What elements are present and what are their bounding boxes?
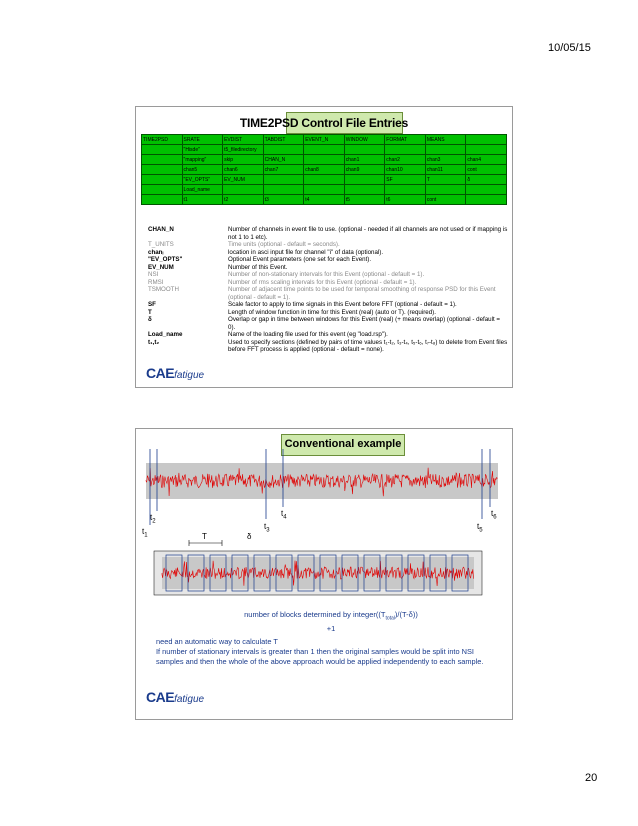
label-t4: $t_4$: [281, 509, 287, 521]
table-cell: FORMAT: [385, 135, 426, 145]
caefatigue-logo: [146, 689, 204, 707]
blocks-formula: number of blocks determined by $integer((T_{total})/(T-\delta))$ +1: [244, 610, 418, 633]
table-cell: skip: [223, 155, 264, 165]
definition-desc: Overlap or gap in time between windows for this Event (real) (+ means overlap) (optional - default = 0).: [228, 316, 501, 331]
table-cell: [344, 185, 385, 195]
notes: [156, 637, 496, 667]
table-cell: chan1: [344, 155, 385, 165]
definition-row: [148, 256, 508, 264]
table-cell: [304, 185, 345, 195]
table-cell: TABDIST: [263, 135, 304, 145]
definition-desc: Length of window function in time for this Event (real) (auto or T). (required).: [228, 308, 436, 316]
table-cell: chan11: [425, 165, 466, 175]
table-row: [142, 165, 507, 175]
table-row: [142, 185, 507, 195]
table-cell: CHAN_N: [263, 155, 304, 165]
table-cell: "mapping": [182, 155, 223, 165]
table-cell: [304, 155, 345, 165]
definition-desc: Number of rms scaling intervals for this Event (optional - default = 1).: [228, 278, 417, 286]
table-row: [142, 155, 507, 165]
definition-row: [148, 339, 508, 354]
table-cell: t5: [344, 195, 385, 205]
logo-fatigue: fatigue: [174, 694, 205, 705]
definition-desc: Name of the loading file used for this event (eg "load.rsp").: [228, 331, 388, 338]
definition-term: chanᵢ: [148, 248, 164, 256]
table-cell: t1: [182, 195, 223, 205]
table-row: [142, 195, 507, 205]
definition-row: [148, 301, 508, 309]
table-row: [142, 135, 507, 145]
table-cell: MEANS: [425, 135, 466, 145]
definition-row: [148, 309, 508, 317]
table-cell: [466, 145, 507, 155]
definition-term: NSI: [148, 271, 159, 278]
table-cell: [385, 145, 426, 155]
definition-desc: Used to specify sections (defined by pairs of time values t₁-t₂, t₃-t₄, t₅-t₆, t₇-t₈) to delete from Event files before FFT process is applied (optional - default = none).: [228, 338, 508, 353]
definition-term: SF: [148, 301, 156, 308]
page-number: 20: [585, 772, 598, 784]
table-cell: chan8: [304, 165, 345, 175]
table-cell: EVDIST: [223, 135, 264, 145]
table-cell: t3: [263, 195, 304, 205]
definition-row: [148, 264, 508, 272]
slide-title: Conventional example: [284, 438, 402, 450]
table-cell: EVENT_N: [304, 135, 345, 145]
label-t2: $t_2$: [150, 513, 156, 525]
table-cell: chan4: [466, 155, 507, 165]
table-cell: SRATE: [182, 135, 223, 145]
table-cell: "Hisde": [182, 145, 223, 155]
definition-row: [148, 226, 508, 241]
table-cell: chan5: [182, 165, 223, 175]
table-cell: [344, 175, 385, 185]
logo-cae: CAE: [146, 365, 175, 381]
grey-band-top: [146, 463, 498, 499]
table-cell: [142, 165, 183, 175]
note-1: need an automatic way to calculate T: [156, 637, 278, 646]
table-cell: t2: [223, 195, 264, 205]
definition-row: [148, 271, 508, 279]
definition-desc: location in asci input file for channel "i" of data (optional).: [228, 248, 384, 256]
control-file-table: [141, 134, 507, 205]
table-cell: chan9: [344, 165, 385, 175]
table-cell: "EV_OPTS": [182, 175, 223, 185]
slide-title: TIME2PSD Control File Entries: [239, 116, 409, 130]
definition-term: "EV_OPTS": [148, 256, 183, 263]
table-cell: [263, 145, 304, 155]
table-cell: [385, 185, 426, 195]
definition-desc: Scale factor to apply to time signals in this Event before FFT (optional - default = 1).: [228, 301, 457, 308]
definition-term: Load_name: [148, 331, 183, 338]
table-cell: chan6: [223, 165, 264, 175]
table-cell: [142, 145, 183, 155]
definition-desc: Number of this Event.: [228, 263, 288, 271]
table-cell: [466, 195, 507, 205]
table-cell: SF: [385, 175, 426, 185]
table-cell: t6: [385, 195, 426, 205]
logo-fatigue: fatigue: [174, 370, 205, 381]
definition-term: T: [148, 308, 152, 316]
table-cell: [263, 175, 304, 185]
table-cell: [425, 145, 466, 155]
definition-row: [148, 331, 508, 339]
table-cell: cont: [466, 165, 507, 175]
table-cell: [304, 145, 345, 155]
label-t5: $t_5$: [477, 522, 483, 534]
label-T: T: [202, 532, 207, 541]
table-cell: [223, 185, 264, 195]
label-delta: δ: [247, 532, 252, 541]
definition-desc: Time units (optional - default = seconds).: [228, 241, 340, 248]
table-cell: TIME2PSD: [142, 135, 183, 145]
note-2: If number of stationary intervals is greater than 1 then the original samples would be split into NSI samples and then the whole of the above approach would be applied independently to each sample.: [156, 647, 484, 666]
table-cell: chan10: [385, 165, 426, 175]
signal-illustration: [136, 429, 512, 599]
table-cell: Load_name: [182, 185, 223, 195]
definition-desc: Number of adjacent time points to be used for temporal smoothing of response PSD for this Event (optional - default = 1).: [228, 286, 496, 301]
table-cell: chan2: [385, 155, 426, 165]
definition-row: [148, 241, 508, 249]
definition-row: [148, 249, 508, 257]
caefatigue-logo: [146, 365, 204, 383]
definition-row: [148, 279, 508, 287]
definition-term: TSMOOTH: [148, 286, 179, 293]
definition-term: T_UNITS: [148, 241, 174, 248]
logo-cae: CAE: [146, 689, 175, 705]
definition-term: CHAN_N: [148, 226, 174, 233]
table-cell: t5_filedirectory: [223, 145, 264, 155]
table-cell: T: [425, 175, 466, 185]
table-cell: chan3: [425, 155, 466, 165]
table-row: [142, 175, 507, 185]
slide-conventional-example: [135, 428, 513, 720]
definition-term: RMSI: [148, 278, 164, 286]
table-cell: cont: [425, 195, 466, 205]
slide-control-file-entries: [135, 106, 513, 388]
table-cell: [425, 185, 466, 195]
definitions-list: [148, 226, 508, 354]
definition-row: [148, 316, 508, 331]
definition-desc: Number of non-stationary intervals for this Event (optional - default = 1).: [228, 271, 425, 278]
table-row: [142, 145, 507, 155]
definition-term: EV_NUM: [148, 263, 174, 271]
table-cell: [142, 195, 183, 205]
definition-row: [148, 286, 508, 301]
table-cell: EV_NUM: [223, 175, 264, 185]
label-t1: $t_1$: [142, 527, 148, 539]
label-t6: $t_6$: [491, 509, 497, 521]
table-cell: [142, 175, 183, 185]
definition-term: t₁,t₂: [148, 338, 160, 346]
table-cell: [263, 185, 304, 195]
header-date: 10/05/15: [548, 42, 591, 54]
table-cell: WINDOW: [344, 135, 385, 145]
table-cell: δ: [466, 175, 507, 185]
table-cell: [344, 145, 385, 155]
table-cell: [466, 185, 507, 195]
table-cell: chan7: [263, 165, 304, 175]
definition-term: δ: [148, 316, 152, 323]
table-cell: [466, 135, 507, 145]
label-t3: $t_3$: [264, 522, 270, 534]
table-cell: [304, 175, 345, 185]
definition-desc: Number of channels in event file to use. (optional - needed if all channels are not used or if mapping is not 1 to 1 etc).: [228, 226, 508, 241]
definition-desc: Optional Event parameters (one set for each Event).: [228, 256, 372, 263]
table-cell: t4: [304, 195, 345, 205]
table-cell: [142, 155, 183, 165]
table-cell: [142, 185, 183, 195]
